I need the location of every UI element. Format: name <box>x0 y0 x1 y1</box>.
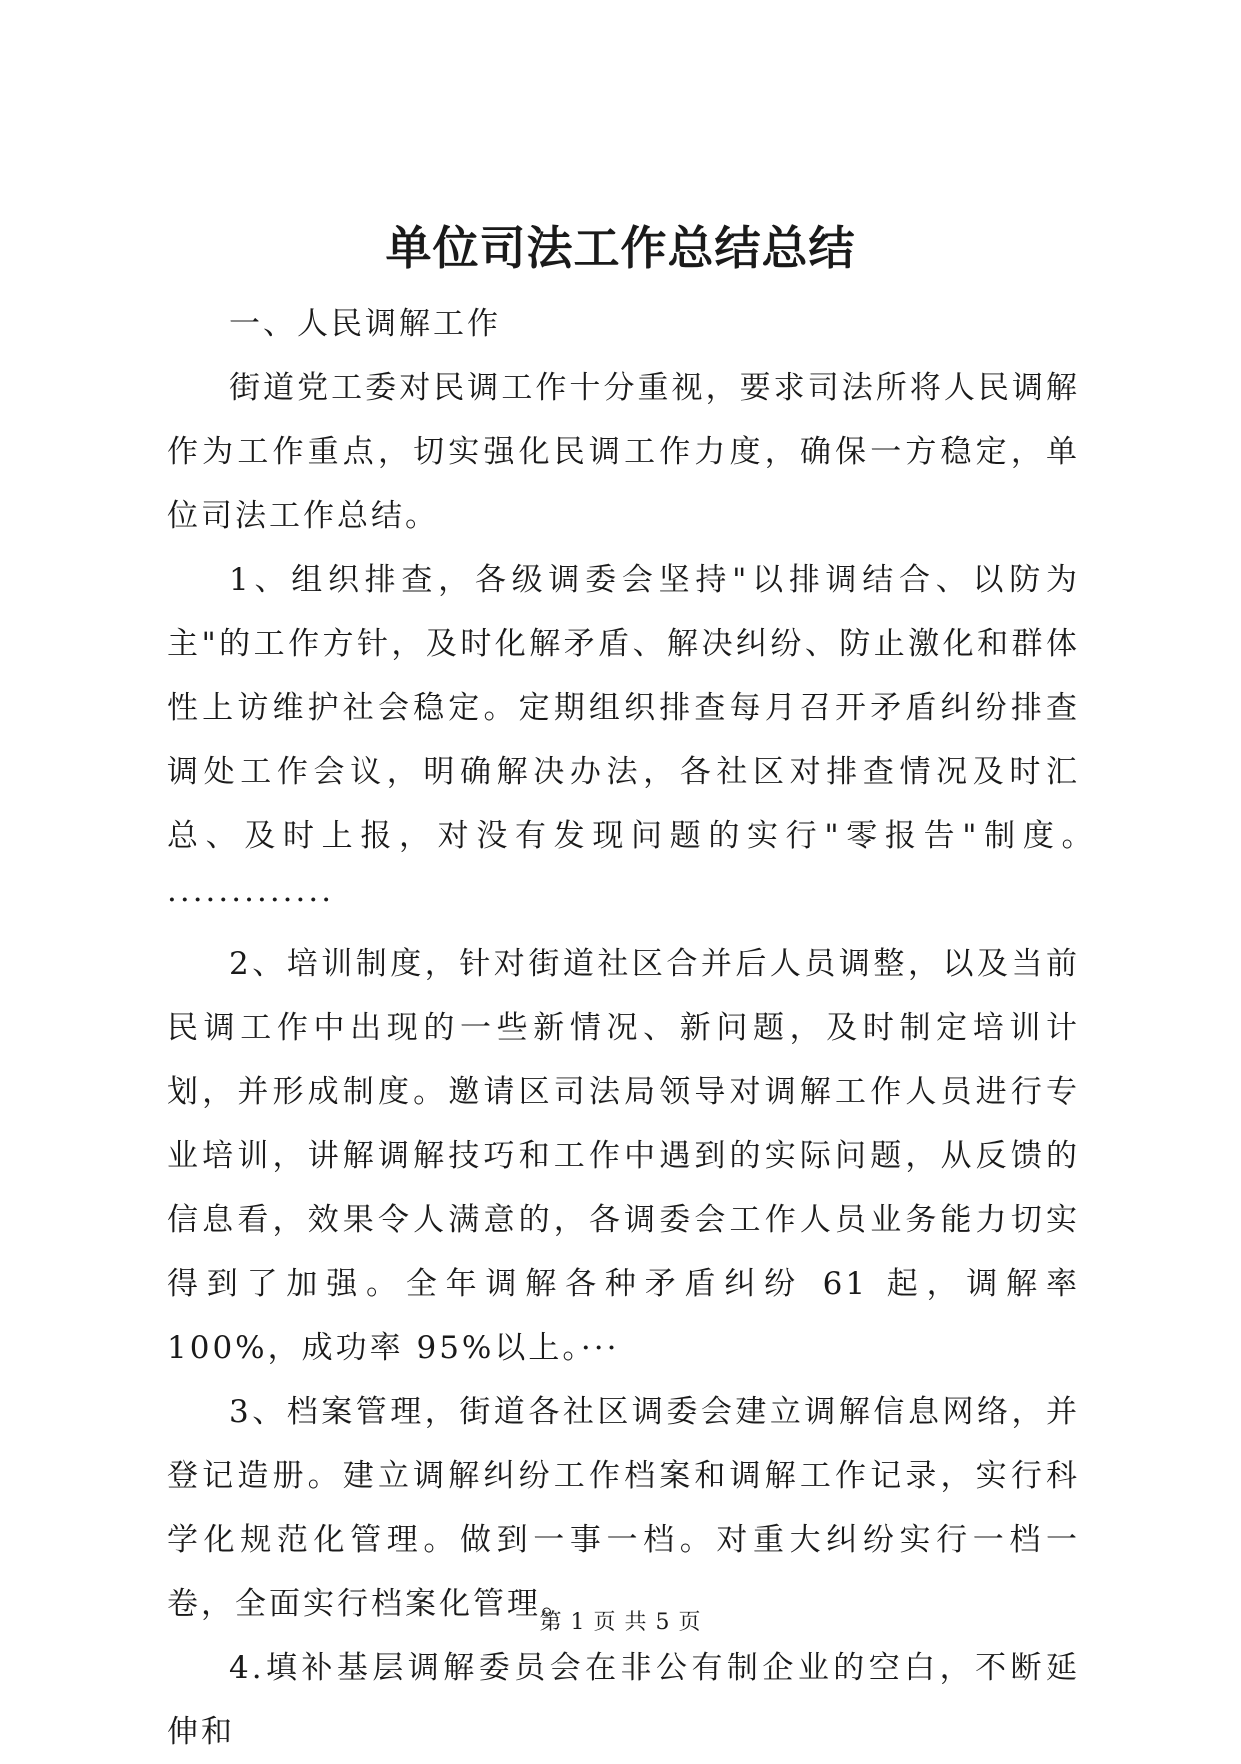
paragraph-intro: 街道党工委对民调工作十分重视，要求司法所将人民调解作为工作重点，切实强化民调工作力度，确保一方稳定，单位司法工作总结。 <box>167 370 1080 534</box>
page-footer: 第 1 页 共 5 页 <box>539 1610 702 1635</box>
paragraph-item-3: 3、档案管理，街道各社区调委会建立调解信息网络，并登记造册。建立调解纠纷工作档案和调解工作记录，实行科学化规范化管理。做到一事一档。对重大纠纷实行一档一卷，全面实行档案化管理。 <box>167 1394 1080 1622</box>
paragraph-item-4: 4.填补基层调解委员会在非公有制企业的空白，不断延伸和 <box>167 1650 1080 1750</box>
paragraph-item-1: 1、组织排查，各级调委会坚持"以排调结合、以防为主"的工作方针，及时化解矛盾、解决纠纷、防止激化和群体性上访维护社会稳定。定期组织排查每月召开矛盾纠纷排查调处工作会议，明确解决办法，各社区对排查情况及时汇总、及时上报，对没有发现问题的实行"零报告"制度。············· <box>167 562 1080 918</box>
paragraph-item-2: 2、培训制度，针对街道社区合并后人员调整，以及当前民调工作中出现的一些新情况、新问题，及时制定培训计划，并形成制度。邀请区司法局领导对调解工作人员进行专业培训，讲解调解技巧和工作中遇到的实际问题，从反馈的信息看，效果令人满意的，各调委会工作人员业务能力切实得到了加强。全年调解各种矛盾纠纷 61 起，调解率 100%，成功率 95%以上。··· <box>167 946 1080 1366</box>
document-title: 单位司法工作总结总结 <box>385 221 856 275</box>
section-heading: 一、人民调解工作 <box>229 306 501 342</box>
document-body <box>167 292 1080 1764</box>
